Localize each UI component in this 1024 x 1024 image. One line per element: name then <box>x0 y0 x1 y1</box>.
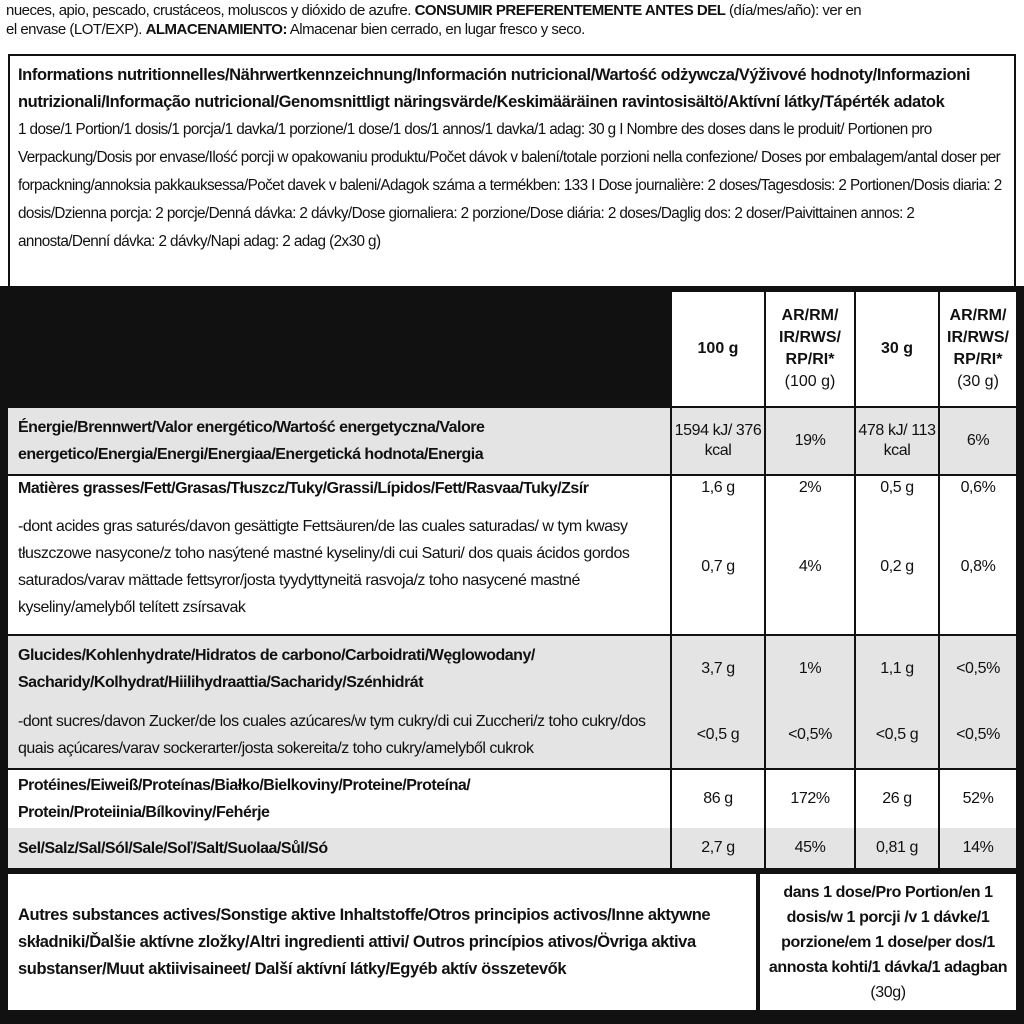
row-label: -dont acides gras saturés/davon gesättigte Fettsäuren/de las cuales saturadas/ w tym kwasy tłuszczowe nasycone/z toho nasýtené mastné kyseliny/di cui Saturi/ dos quais ácidos gordos saturados/varav mättade fettsyror/josta tyydyttyneitä rasvoja/z toho nasycené mastné kyseliny/amelyből telített zsírsavak <box>18 518 630 616</box>
ri-100g: 1% <box>798 660 822 677</box>
ri-30g: <0,5% <box>956 726 1000 743</box>
header-ri-100g: AR/RM/ IR/RWS/ RP/RI* (100 g) <box>766 292 854 406</box>
row-label: Protéines/Eiweiß/Proteínas/Białko/Bielkoviny/Proteine/Proteína/ Protein/Proteiinia/Bílkoviny/Fehérje <box>18 777 471 821</box>
table-row-salt <box>8 828 1016 868</box>
header-ri-30g: AR/RM/ IR/RWS/ RP/RI* (30 g) <box>940 292 1016 406</box>
ri-100g: 19% <box>794 432 826 449</box>
value-30g: 478 kJ/ 113 kcal <box>858 422 936 459</box>
row-label: Matières grasses/Fett/Grasas/Tłuszcz/Tuky/Grassi/Lípidos/Fett/Rasvaa/Tuky/Zsír <box>18 479 589 497</box>
value-30g: 0,5 g <box>880 479 914 496</box>
value-100g: 3,7 g <box>701 660 735 677</box>
value-100g: 0,7 g <box>701 558 735 575</box>
ri-30g: 0,8% <box>960 558 996 575</box>
table-row-protein <box>8 770 1016 828</box>
ri-100g: 172% <box>790 790 830 807</box>
ri-100g: <0,5% <box>788 726 832 743</box>
value-100g: 2,7 g <box>701 839 735 856</box>
ri-100g: 45% <box>794 839 826 856</box>
column-divider <box>938 408 940 868</box>
top-text-1: nueces, apio, pescado, crustáceos, moluscos y dióxido de azufre. <box>6 2 415 19</box>
table-row-saturates <box>8 500 1016 634</box>
other-substances-label: Autres substances actives/Sonstige aktive Inhaltstoffe/Otros principios activos/Inne aktywne składniki/Ďalšie aktívne zložky/Altri ingredienti attivi/ Outros princípios ativos/Övriga aktiva substanser/Muut aktiivisaineet/ Další aktívní látky/Egyéb aktív összetevők <box>18 905 711 978</box>
column-divider <box>670 408 672 868</box>
top-text-4: Almacenar bien cerrado, en lugar fresco y seco. <box>286 21 585 38</box>
per-dose-header: dans 1 dose/Pro Portion/en 1 dosis/w 1 porcji /v 1 dávke/1 porzione/em 1 dose/per dos/1 annosta kohti/1 dávka/1 adagban (30g) <box>768 883 1008 1001</box>
ri-30g: 0,6% <box>960 479 996 496</box>
value-30g: 0,81 g <box>875 839 919 856</box>
header-30g: 30 g <box>856 292 938 406</box>
header-100g: 100 g <box>672 292 764 406</box>
ri-30g: 14% <box>962 839 994 856</box>
ri-30g: 6% <box>966 432 990 449</box>
value-100g: <0,5 g <box>696 726 740 743</box>
value-30g: 1,1 g <box>880 660 914 677</box>
value-100g: 1,6 g <box>701 479 735 496</box>
column-divider <box>854 408 856 868</box>
value-100g: 86 g <box>703 790 733 807</box>
value-30g: 0,2 g <box>880 558 914 575</box>
top-text <box>0 0 1024 52</box>
top-text-3: el envase (LOT/EXP). <box>6 21 146 38</box>
storage-label: ALMACENAMIENTO: <box>145 21 287 38</box>
top-text-2: (día/mes/año): ver en <box>725 2 862 19</box>
row-label: -dont sucres/davon Zucker/de los cuales azúcares/w tym cukry/di cui Zuccheri/z toho cukry/dos quais açúcares/varav sockerarter/josta sokereita/z toho cukry/amelyből cukrok <box>18 713 646 757</box>
row-label: Sel/Salz/Sal/Sól/Sale/Soľ/Salt/Suolaa/Sůl/Só <box>18 839 328 857</box>
table-row-fat <box>8 476 1016 500</box>
value-30g: 26 g <box>882 790 912 807</box>
table-row-carbohydrates <box>8 636 1016 702</box>
other-active-substances <box>8 874 1016 1010</box>
ri-30g: 52% <box>962 790 994 807</box>
value-100g: 1594 kJ/ 376 kcal <box>674 422 762 459</box>
value-30g: <0,5 g <box>875 726 919 743</box>
table-row-energy <box>8 408 1016 474</box>
nutrition-info-heading: Informations nutritionnelles/Nährwertkennzeichnung/Información nutricional/Wartość odżywcza/Výživové hodnoty/Informazioni nutrizionali/Informação nutricional/Genomsnittligt näringsvärde/Keskimääräinen ravintosisältö/Aktívní látky/Tápérték adatok <box>18 66 971 111</box>
nutrition-info-text: 1 dose/1 Portion/1 dosis/1 porcja/1 davka/1 porzione/1 dose/1 dos/1 annos/1 davka/1 adag: 30 g I Nombre des doses dans le produit/ Portionen pro Verpackung/Dosis por envase/Ilość porcji w opakowaniu produktu/Počet dávok v balení/totale porzioni nella confezione/ Doses por embalagem/antal doser per forpackning/annoksia pakkauksessa/Počet davek v baleni/Adagok száma a termékben: 133 I Dose journalière: 2 doses/Tagesdosis: 2 Portionen/Dosis diaria: 2 dosis/Dzienna porcja: 2 porcje/Denná dávka: 2 dávky/Dose giornaliera: 2 porzione/Dose diária: 2 doses/Daglig dos: 2 doser/Paivittainen annos: 2 annosta/Denní dávka: 2 dávky/Napi adag: 2 adag (2x30 g) <box>18 121 1002 250</box>
nutrition-info-box <box>8 54 1016 286</box>
ri-100g: 4% <box>798 558 822 575</box>
ri-30g: <0,5% <box>956 660 1000 677</box>
ri-100g: 2% <box>798 479 822 496</box>
column-divider <box>764 408 766 868</box>
table-row-sugars <box>8 702 1016 768</box>
row-label: Glucides/Kohlenhydrate/Hidratos de carbono/Carboidrati/Węglowodany/ Sacharidy/Kolhydrat/Hiilihydraattia/Sacharidy/Szénhidrát <box>18 647 535 691</box>
row-label: Énergie/Brennwert/Valor energético/Wartość energetyczna/Valore energetico/Energia/Energi/Energiaa/Energetická hodnota/Energia <box>18 419 485 463</box>
best-before-label: CONSUMIR PREFERENTEMENTE ANTES DEL <box>414 2 726 19</box>
